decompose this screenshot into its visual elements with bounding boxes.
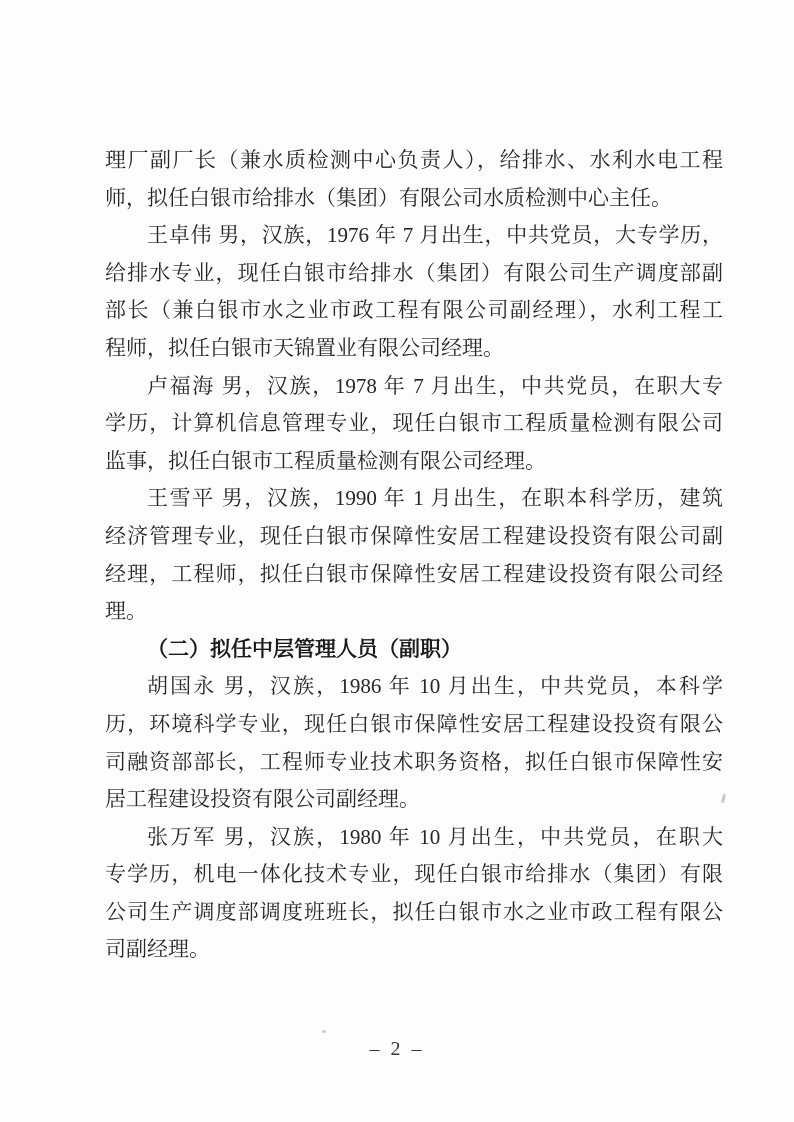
text-line: 王雪平 男，汉族，1990 年 1 月出生，在职本科学历，建筑 [147,486,723,511]
text-line: 程师，拟任白银市天锦置业有限公司经理。 [105,335,504,360]
text-line: 王卓伟 男，汉族，1976 年 7 月出生，中共党员，大专学历， [147,223,723,248]
scan-artifact [322,1030,326,1033]
text-line: 理。 [105,599,147,624]
paragraph [105,217,723,367]
text-line: 司副经理。 [105,937,210,962]
text-line: 公司生产调度部调度班班长，拟任白银市水之业市政工程有限公 [105,899,723,924]
text-line: 历，环境科学专业，现任白银市保障性安居工程建设投资有限公 [105,711,723,736]
text-line: 经理，工程师，拟任白银市保障性安居工程建设投资有限公司经 [105,561,723,586]
text-line: 司融资部部长，工程师专业技术职务资格，拟任白银市保障性安 [105,749,723,774]
paragraph [105,668,723,818]
document-body [105,142,723,969]
text-line: 张万军 男，汉族，1980 年 10 月出生，中共党员，在职大 [147,824,723,849]
text-line: 经济管理专业，现任白银市保障性安居工程建设投资有限公司副 [105,523,723,548]
text-line: 师，拟任白银市给排水（集团）有限公司水质检测中心主任。 [105,185,672,210]
text-line: 监事，拟任白银市工程质量检测有限公司经理。 [105,448,546,473]
paragraph [105,142,723,217]
text-line: 专学历，机电一体化技术专业，现任白银市给排水（集团）有限 [105,862,723,887]
page-number: – 2 – [369,1038,425,1060]
scan-artifact [721,794,726,803]
paragraph [105,368,723,481]
text-line: 理厂副厂长（兼水质检测中心负责人），给排水、水利水电工程 [105,148,723,172]
text-line: 给排水专业，现任白银市给排水（集团）有限公司生产调度部副 [105,260,723,285]
text-line: 居工程建设投资有限公司副经理。 [105,787,420,812]
text-line: 卢福海 男，汉族，1978 年 7 月出生，中共党员，在职大专 [147,373,723,398]
paragraph [105,480,723,630]
text-line: （二）拟任中层管理人员（副职） [147,636,462,661]
text-line: 部长（兼白银市水之业市政工程有限公司副经理），水利工程工 [105,298,723,323]
paragraph [105,819,723,969]
text-line: 学历，计算机信息管理专业，现任白银市工程质量检测有限公司 [105,411,723,436]
section-heading [105,631,723,669]
text-line: 胡国永 男，汉族，1986 年 10 月出生，中共党员，本科学 [147,674,723,699]
